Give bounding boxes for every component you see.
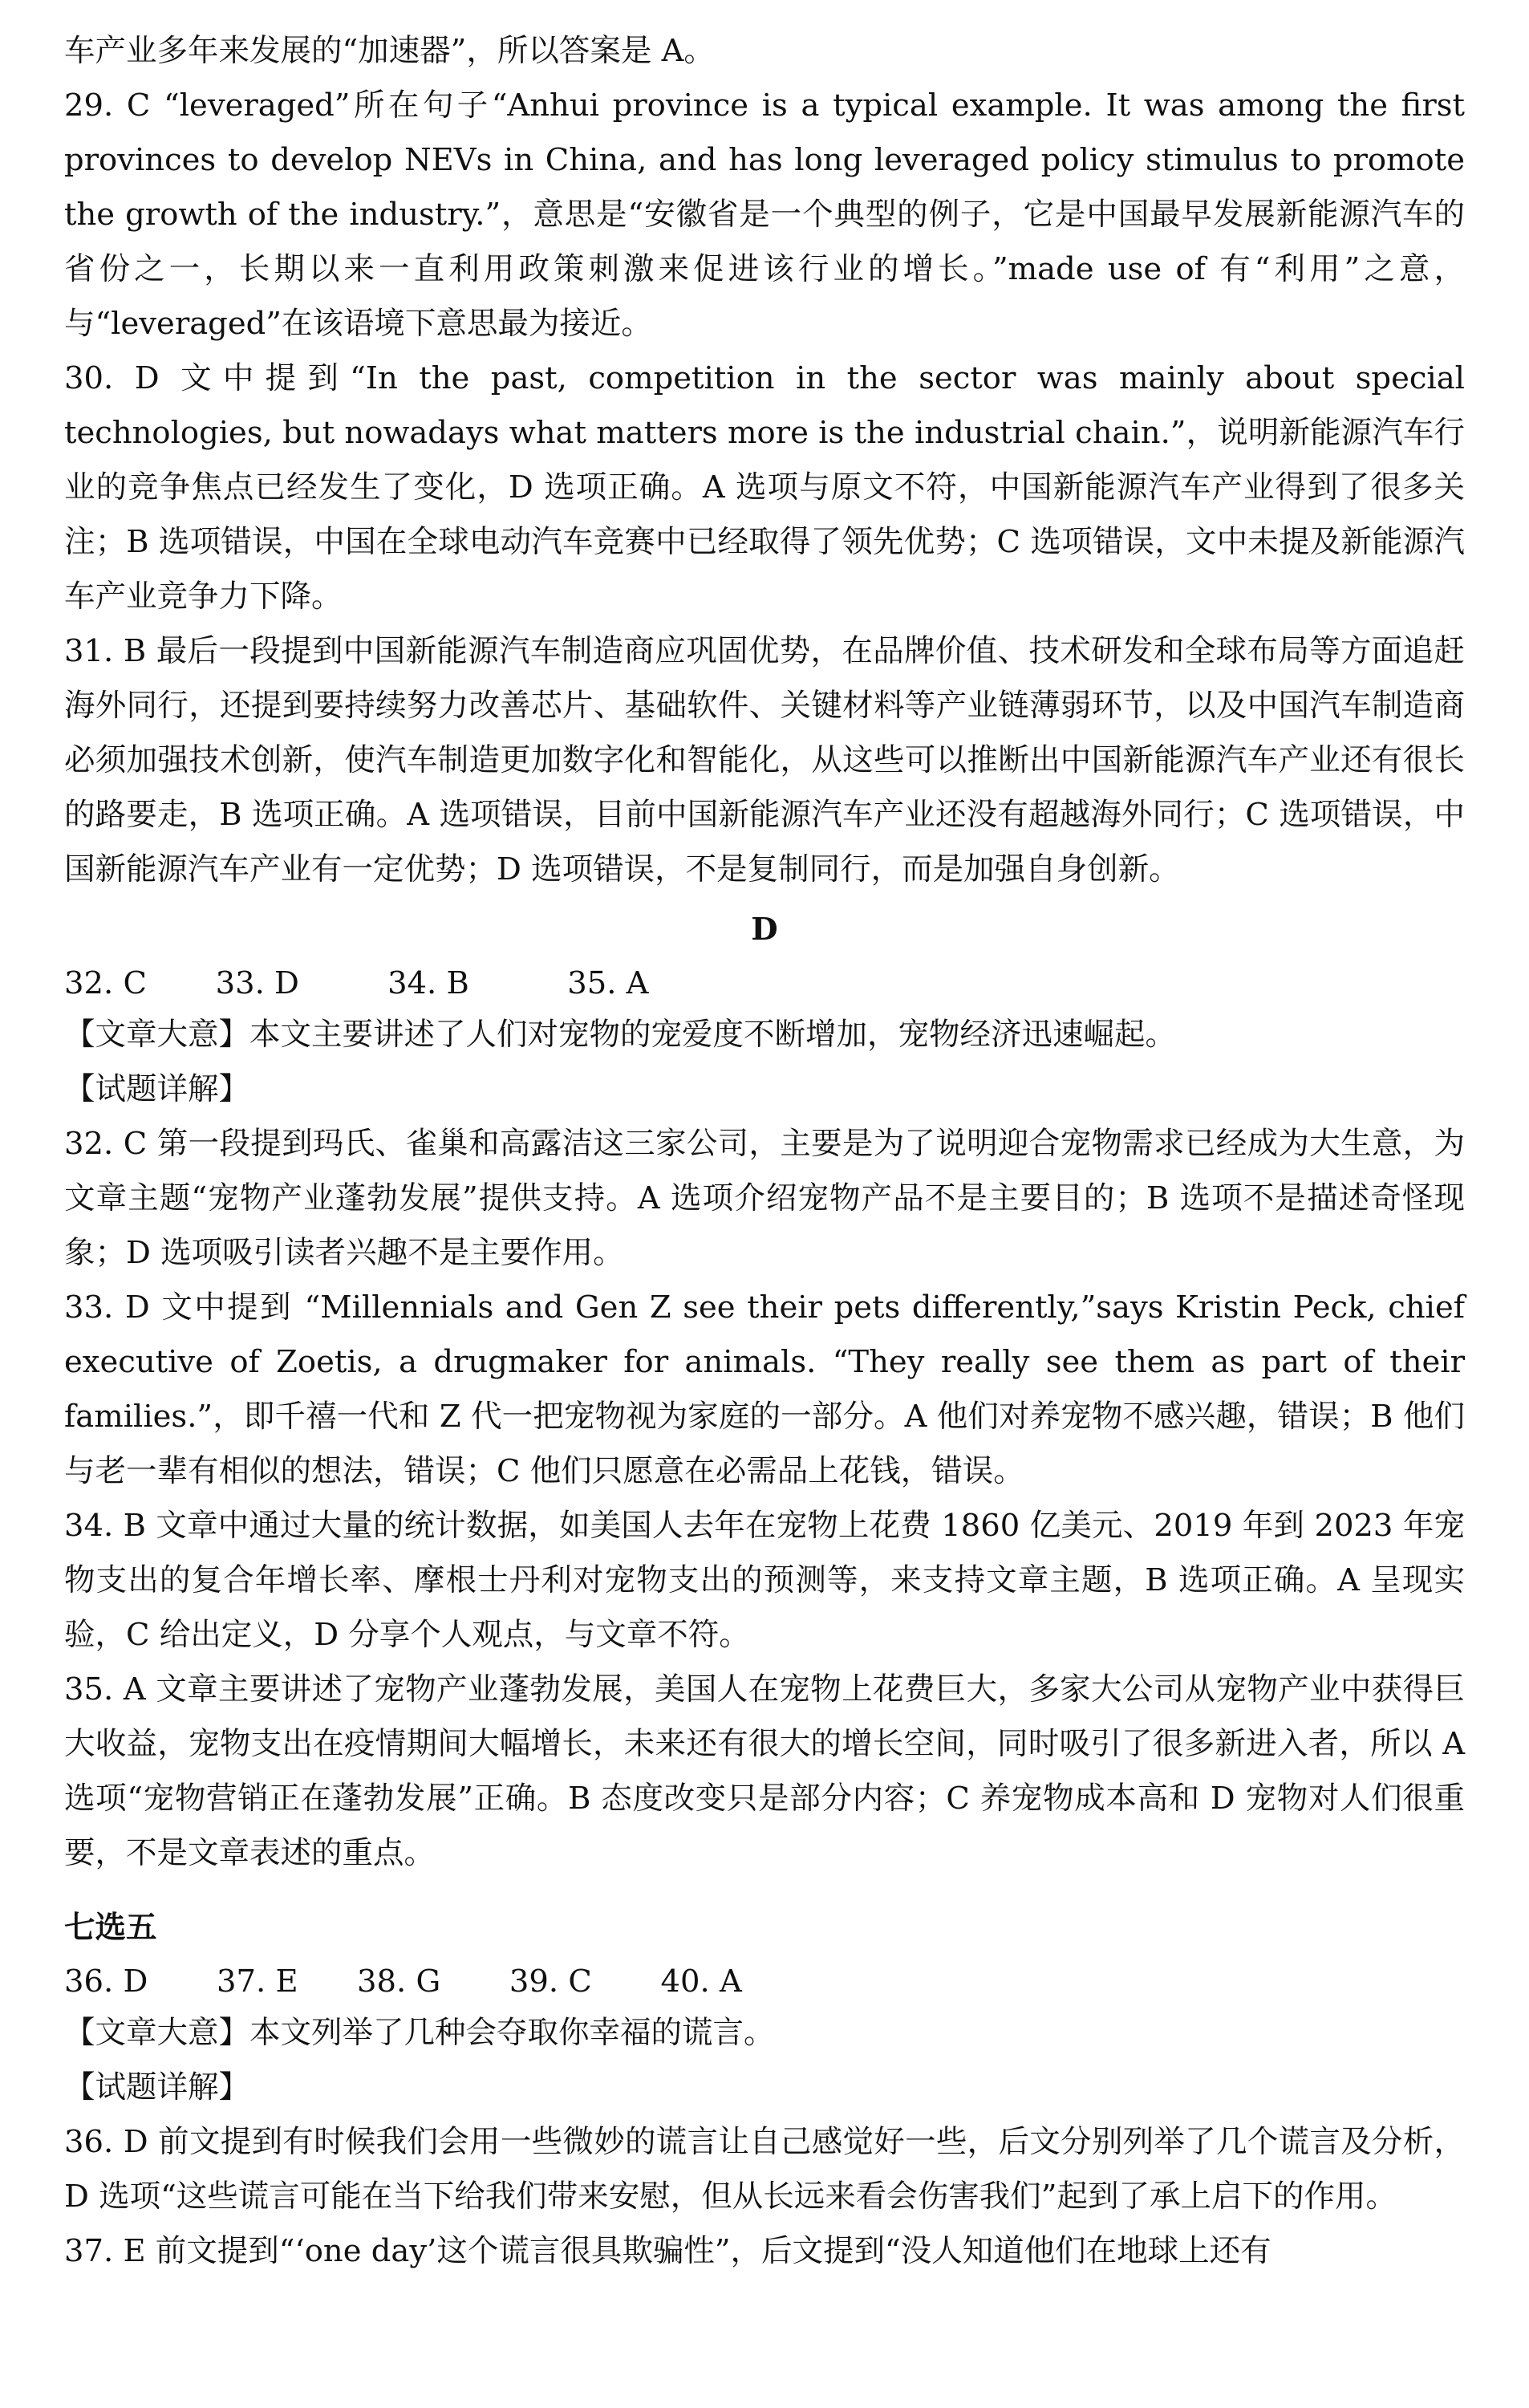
document-page xyxy=(64,24,1465,2279)
q35-explanation: 35. A 文章主要讲述了宠物产业蓬勃发展，美国人在宠物上花费巨大，多家大公司从宠物产业中获得巨大收益，宠物支出在疫情期间大幅增长，未来还有很大的增长空间，同时吸引了很多新进入者，所以 A 选项“宠物营销正在蓬勃发展”正确。B 态度改变只是部分内容；C 养宠物成本高和 D 宠物对人们很重要，不是文章表述的重点。 xyxy=(64,1671,1466,1871)
q37-explanation: 37. E 前文提到“‘one day’这个谎言很具欺骗性”，后文提到“没人知道他们在地球上还有 xyxy=(64,2233,1271,2269)
q36-explanation: 36. D 前文提到有时候我们会用一些微妙的谎言让自己感觉好一些，后文分别列举了几个谎言及分析，D 选项“这些谎言可能在当下给我们带来安慰，但从长远来看会伤害我们”起到了承上启下的作用。 xyxy=(64,2124,1465,2215)
section-seven-five-detail-label: 【试题详解】 xyxy=(64,2069,250,2105)
section-d-heading: D xyxy=(751,912,778,948)
q29-explanation: 29. C “leveraged”所在句子“Anhui province is a typical example. It was among the first provinces to develop NEVs in China, and has long leveraged policy stimulus to promote the growth of the industry.”，意思是“安徽省是一个典型的例子，它是中国最早发展新能源汽车的省份之一，长期以来一直利用政策刺激来促进该行业的增长。”made use of 有“利用”之意，与“leveraged”在该语境下意思最为接近。 xyxy=(64,87,1465,342)
section-d-answers: 32. C 33. D 34. B 35. A xyxy=(64,965,649,1001)
section-d-detail-label: 【试题详解】 xyxy=(64,1071,250,1107)
q34-explanation: 34. B 文章中通过大量的统计数据，如美国人去年在宠物上花费 1860 亿美元、2019 年到 2023 年宠物支出的复合年增长率、摩根士丹利对宠物支出的预测等，来支持文章主题，B 选项正确。A 呈现实验，C 给出定义，D 分享个人观点，与文章不符。 xyxy=(64,1508,1465,1653)
q33-explanation: 33. D 文中提到 “Millennials and Gen Z see their pets differently,”says Kristin Peck, chief executive of Zoetis, a drugmaker for animals. “They really see them as part of their families.”，即千禧一代和 Z 代一把宠物视为家庭的一部分。A 他们对养宠物不感兴趣，错误；B 他们与老一辈有相似的想法，错误；C 他们只愿意在必需品上花钱，错误。 xyxy=(64,1289,1465,1489)
section-seven-five-summary: 【文章大意】本文列举了几种会夺取你幸福的谎言。 xyxy=(64,2015,775,2051)
q28-tail: 车产业多年来发展的“加速器”，所以答案是 A。 xyxy=(64,33,715,69)
q31-explanation: 31. B 最后一段提到中国新能源汽车制造商应巩固优势，在品牌价值、技术研发和全球布局等方面追赶海外同行，还提到要持续努力改善芯片、基础软件、关键材料等产业链薄弱环节，以及中国汽车制造商必须加强技术创新，使汽车制造更加数字化和智能化，从这些可以推断出中国新能源汽车产业还有很长的路要走，B 选项正确。A 选项错误，目前中国新能源汽车产业还没有超越海外同行；C 选项错误，中国新能源汽车产业有一定优势；D 选项错误，不是复制同行，而是加强自身创新。 xyxy=(64,633,1465,887)
section-seven-five-heading: 七选五 xyxy=(64,1910,157,1946)
section-d-summary: 【文章大意】本文主要讲述了人们对宠物的宠爱度不断增加，宠物经济迅速崛起。 xyxy=(64,1017,1177,1053)
section-seven-five-answers: 36. D 37. E 38. G 39. C 40. A xyxy=(64,1963,742,2000)
q30-explanation: 30. D 文中提到“In the past, competition in the sector was mainly about special technologies, but nowadays what matters more is the industrial chain.”，说明新能源汽车行业的竞争焦点已经发生了变化，D 选项正确。A 选项与原文不符，中国新能源汽车产业得到了很多关注；B 选项错误，中国在全球电动汽车竞赛中已经取得了领先优势；C 选项错误，文中未提及新能源汽车产业竞争力下降。 xyxy=(64,360,1465,615)
q32-explanation: 32. C 第一段提到玛氏、雀巢和高露洁这三家公司，主要是为了说明迎合宠物需求已经成为大生意，为文章主题“宠物产业蓬勃发展”提供支持。A 选项介绍宠物产品不是主要目的；B 选项不是描述奇怪现象；D 选项吸引读者兴趣不是主要作用。 xyxy=(64,1126,1465,1271)
